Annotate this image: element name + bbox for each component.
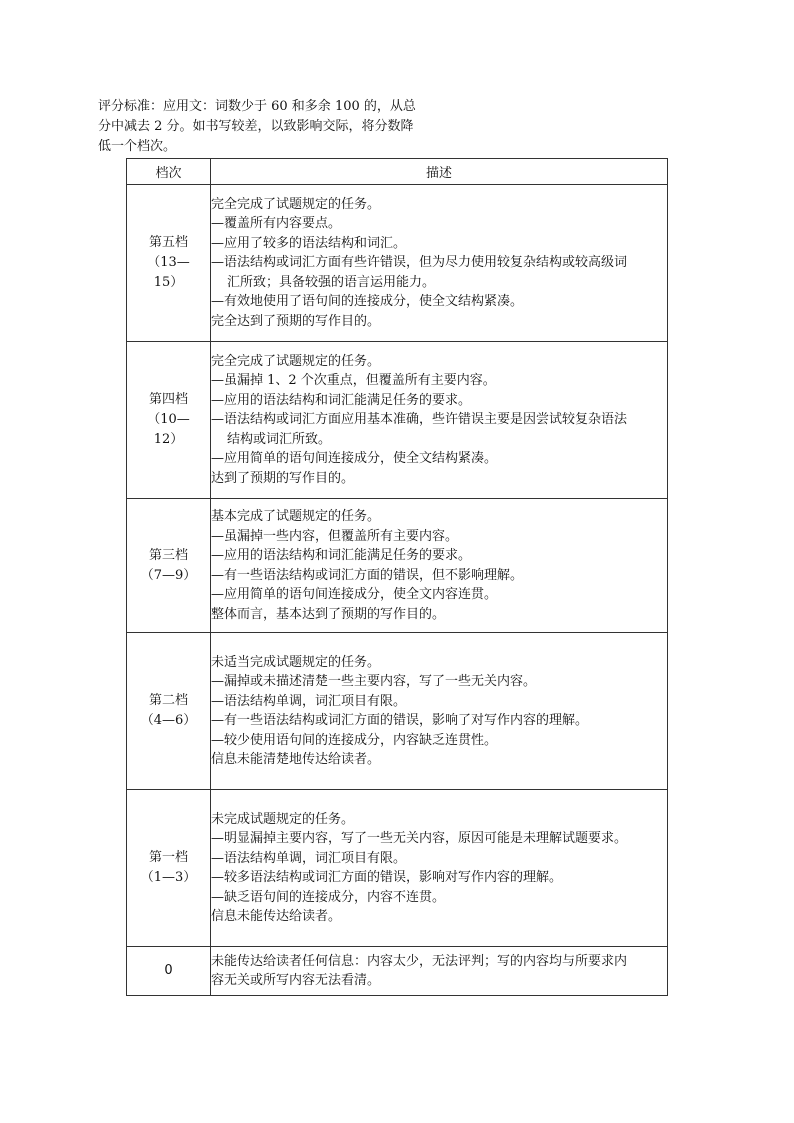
description-cell bbox=[211, 790, 668, 947]
description-line: —覆盖所有内容要点。 bbox=[211, 216, 342, 232]
level-range: （10— bbox=[147, 412, 190, 427]
description-cell bbox=[211, 342, 668, 499]
description-line: 信息未能传达给读者。 bbox=[211, 909, 342, 924]
table-row bbox=[127, 633, 668, 790]
table-row bbox=[127, 342, 668, 499]
level-name: 第五档 bbox=[148, 235, 188, 250]
description-line: 结构或词汇所致。 bbox=[227, 431, 332, 447]
description-line: 汇所致；具备较强的语言运用能力。 bbox=[227, 274, 436, 290]
description-line: —应用了较多的语法结构和词汇。 bbox=[211, 235, 407, 251]
level-cell bbox=[127, 185, 211, 342]
header-description: 描述 bbox=[211, 159, 668, 185]
description-line: 信息未能清楚地传达给读者。 bbox=[211, 752, 381, 767]
level-name: 第一档 bbox=[148, 850, 188, 865]
intro-line: 分中减去 2 分。如书写较差，以致影响交际，将分数降 bbox=[98, 119, 414, 134]
scoring-intro bbox=[98, 97, 458, 157]
level-range: 12） bbox=[153, 432, 184, 447]
description-cell bbox=[211, 947, 668, 996]
description-line: 整体而言，基本达到了预期的写作目的。 bbox=[211, 606, 446, 622]
description-cell bbox=[211, 633, 668, 790]
description-line: —有效地使用了语句间的连接成分，使全文结构紧凑。 bbox=[211, 294, 524, 310]
intro-line: 评分标准：应用文：词数少于 60 和多余 100 的，从总 bbox=[98, 99, 416, 114]
scoring-table bbox=[126, 158, 668, 996]
description-line: —较多语法结构或词汇方面的错误，影响对写作内容的理解。 bbox=[211, 870, 563, 885]
description-line: —语法结构或词汇方面应用基本准确，些许错误主要是因尝试较复杂语法 bbox=[211, 412, 628, 428]
level-range: （7—9） bbox=[140, 567, 197, 583]
description-line: —有一些语法结构或词汇方面的错误，影响了对写作内容的理解。 bbox=[211, 713, 589, 728]
table-row bbox=[127, 790, 668, 947]
description-line: —语法结构单调，词汇项目有限。 bbox=[211, 850, 407, 866]
table-row bbox=[127, 185, 668, 342]
description-line: —应用的语法结构和词汇能满足任务的要求。 bbox=[211, 548, 472, 563]
description-line: —应用的语法结构和词汇能满足任务的要求。 bbox=[211, 392, 472, 408]
level-range: （13— bbox=[147, 255, 190, 270]
description-cell bbox=[211, 499, 668, 633]
level-range: （4—6） bbox=[140, 713, 197, 728]
table-row bbox=[127, 947, 668, 996]
description-line: 达到了预期的写作目的。 bbox=[211, 470, 355, 486]
description-line: 未完成试题规定的任务。 bbox=[211, 811, 355, 827]
description-line: 未能传达给读者任何信息：内容太少，无法评判；写的内容均与所要求内 bbox=[211, 953, 628, 969]
description-line: —明显漏掉主要内容，写了一些无关内容，原因可能是未理解试题要求。 bbox=[211, 831, 628, 846]
description-line: —虽漏掉 1、2 个次重点，但覆盖所有主要内容。 bbox=[211, 373, 496, 389]
description-line: —有一些语法结构或词汇方面的错误，但不影响理解。 bbox=[211, 567, 524, 583]
level-range: 15） bbox=[153, 275, 184, 290]
level-cell bbox=[127, 790, 211, 947]
description-line: —虽漏掉一些内容，但覆盖所有主要内容。 bbox=[211, 528, 459, 544]
header-level: 档次 bbox=[127, 159, 211, 185]
table-row bbox=[127, 499, 668, 633]
level-name: 第二档 bbox=[148, 693, 188, 708]
description-line: 基本完成了试题规定的任务。 bbox=[211, 509, 381, 524]
level-range: （1—3） bbox=[140, 870, 197, 885]
description-line: 完全完成了试题规定的任务。 bbox=[211, 196, 381, 212]
table-header-row bbox=[127, 159, 668, 185]
description-line: —语法结构或词汇方面有些许错误，但为尽力使用较复杂结构或较高级词 bbox=[211, 255, 628, 271]
description-cell bbox=[211, 185, 668, 342]
level-name: 第四档 bbox=[148, 392, 188, 407]
description-line: 完全完成了试题规定的任务。 bbox=[211, 353, 381, 369]
description-line: —缺乏语句间的连接成分，内容不连贯。 bbox=[211, 889, 446, 905]
level-cell bbox=[127, 499, 211, 633]
level-cell bbox=[127, 633, 211, 790]
description-line: 完全达到了预期的写作目的。 bbox=[211, 313, 381, 329]
description-line: —应用简单的语句间连接成分，使全文结构紧凑。 bbox=[211, 451, 498, 467]
description-line: —漏掉或未描述清楚一些主要内容，写了一些无关内容。 bbox=[211, 674, 537, 689]
level-name: 0 bbox=[164, 963, 173, 978]
description-line: —语法结构单调，词汇项目有限。 bbox=[211, 693, 407, 709]
level-name: 第三档 bbox=[148, 547, 188, 563]
description-line: 未适当完成试题规定的任务。 bbox=[211, 654, 381, 670]
description-line: 容无关或所写内容无法看清。 bbox=[211, 973, 381, 988]
level-cell bbox=[127, 342, 211, 499]
level-cell bbox=[127, 947, 211, 996]
description-line: —应用简单的语句间连接成分，使全文内容连贯。 bbox=[211, 587, 498, 602]
description-line: —较少使用语句间的连接成分，内容缺乏连贯性。 bbox=[211, 732, 498, 748]
intro-line: 低一个档次。 bbox=[98, 139, 177, 154]
